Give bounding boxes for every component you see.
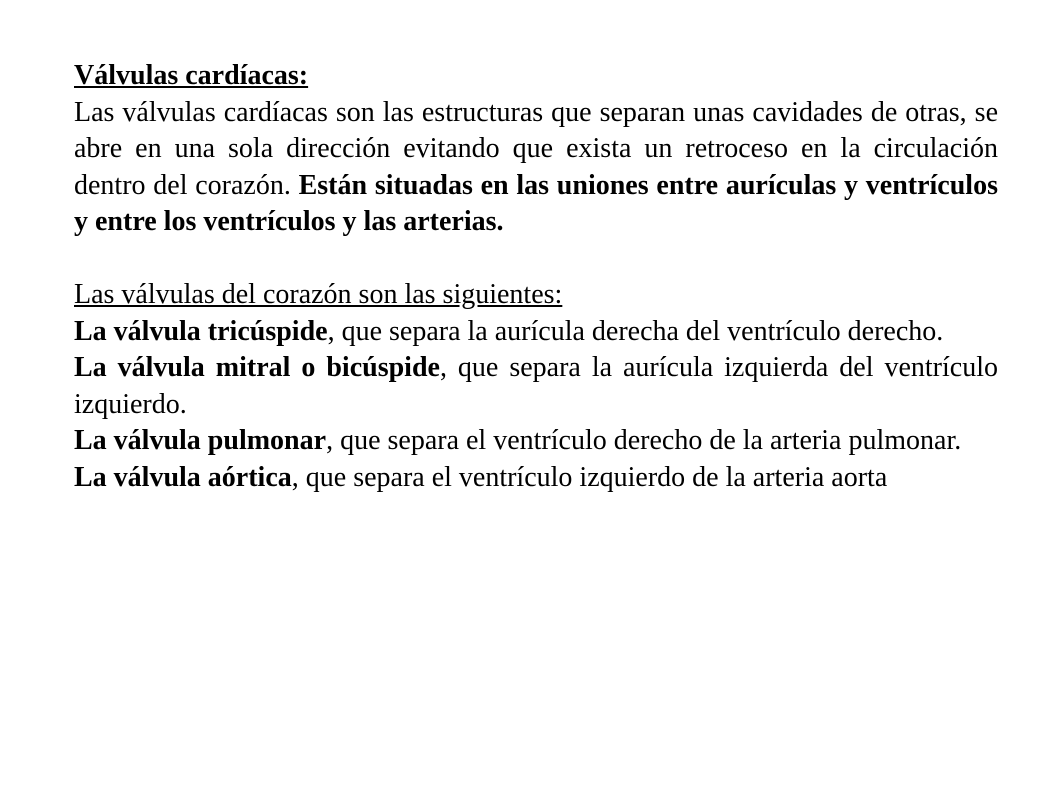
valve-item-pulmonary (74, 423, 998, 460)
section-title: Válvulas cardíacas: (74, 60, 309, 91)
intro-bold-text: Están situadas en las uniones entre aurículas y ventrículos y entre los ventrículos y las arterias. (74, 169, 998, 237)
valve-description: , que separa la aurícula derecha del ventrículo derecho. (327, 315, 944, 347)
paragraph-spacer (74, 241, 998, 278)
valve-description: , que separa el ventrículo derecho de la arteria pulmonar. (326, 425, 962, 456)
valve-item-tricuspid (74, 314, 998, 351)
intro-paragraph (74, 95, 998, 241)
valve-item-aortic (74, 460, 998, 497)
valve-item-mitral (74, 350, 998, 423)
valve-description: , que separa la aurícula izquierda del ventrículo izquierdo. (74, 352, 998, 420)
list-title: Las válvulas del corazón son las siguientes: (74, 279, 563, 310)
valve-name: La válvula aórtica (74, 461, 292, 493)
list-title-line (74, 277, 998, 314)
valve-name: La válvula mitral o bicúspide (74, 352, 440, 383)
slide-content (74, 58, 998, 496)
valve-name: La válvula pulmonar (74, 425, 327, 456)
valve-name: La válvula tricúspide (74, 315, 328, 347)
section-title-line (74, 58, 998, 95)
valve-description: , que separa el ventrículo izquierdo de la arteria aorta (291, 461, 888, 493)
intro-text: Las válvulas cardíacas son las estructuras que separan unas cavidades de otras, se abre en una sola dirección evitando que exista un retroceso en la circulación dentro del corazón. (74, 96, 998, 201)
